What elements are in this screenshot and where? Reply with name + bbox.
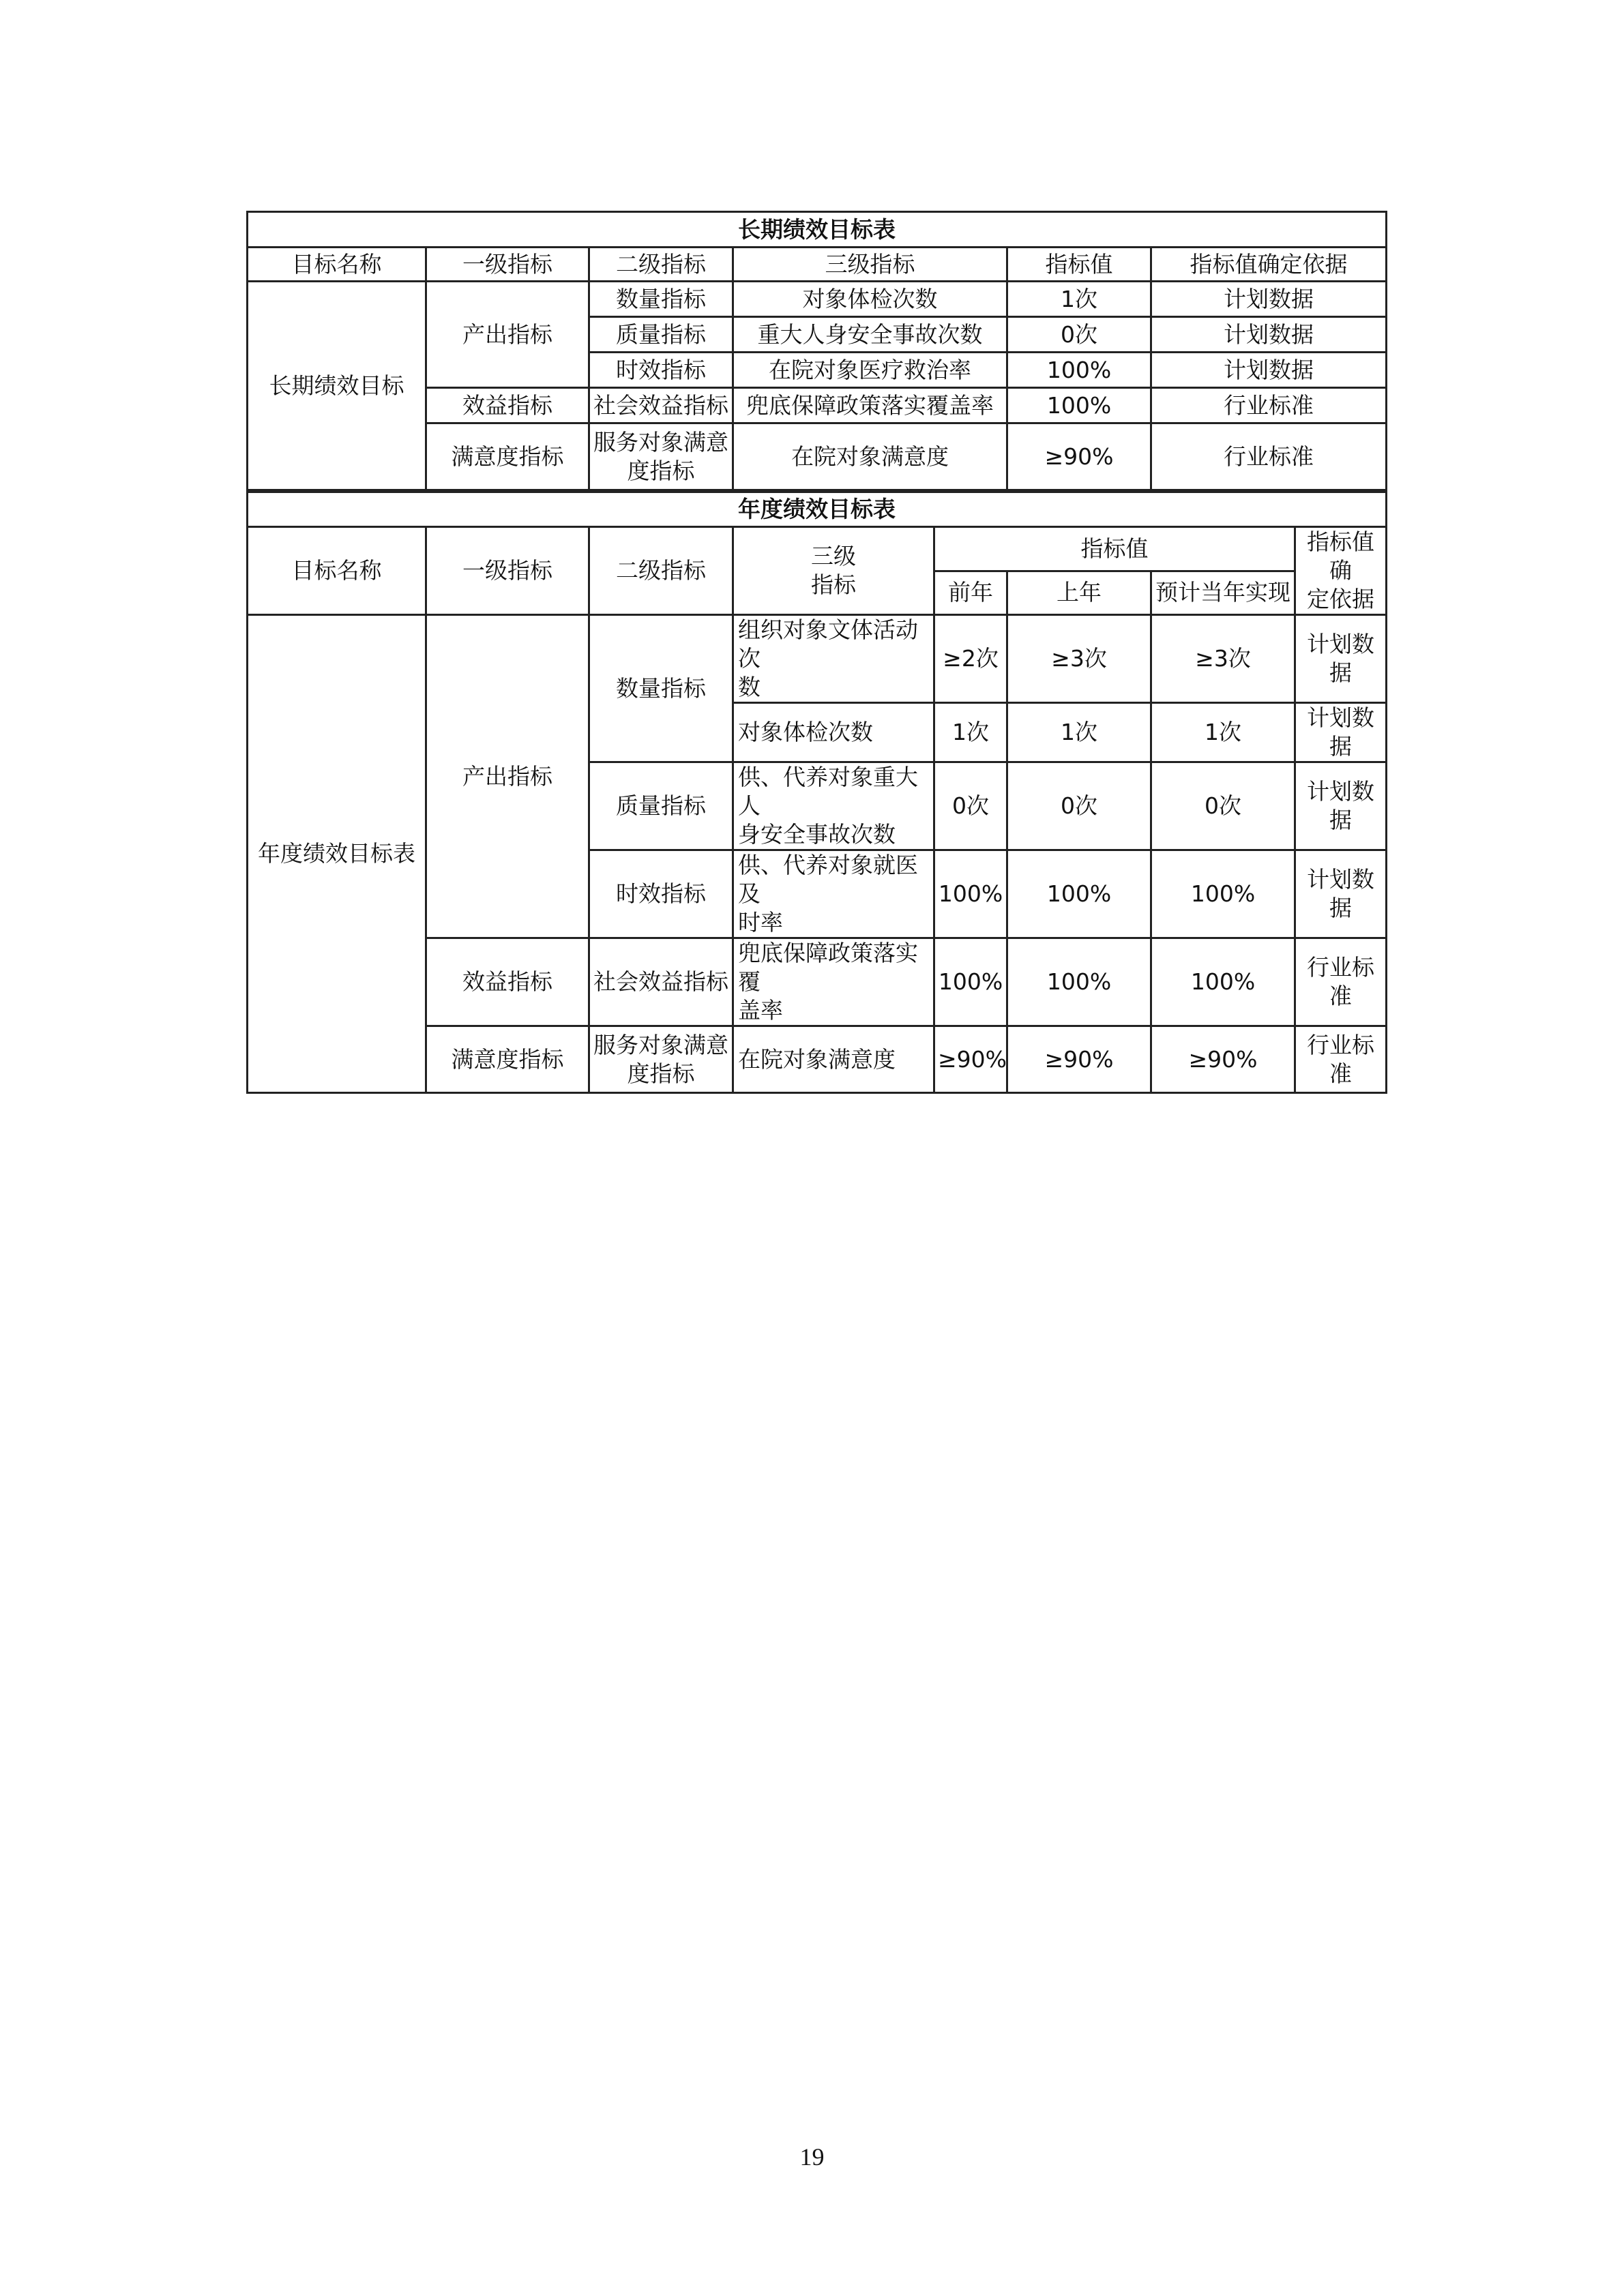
header-value: 指标值 bbox=[934, 527, 1295, 571]
page-number: 19 bbox=[799, 2143, 825, 2171]
header-level3: 三级指标 bbox=[733, 248, 1007, 282]
header-target-name: 目标名称 bbox=[248, 527, 426, 615]
level3-cell: 重大人身安全事故次数 bbox=[733, 317, 1007, 353]
basis-cell: 行业标准 bbox=[1151, 423, 1387, 490]
basis-cell: 行业标准 bbox=[1295, 938, 1387, 1026]
level3-line2: 身安全事故次数 bbox=[738, 821, 896, 848]
level3-line1: 组织对象文体活动次 bbox=[738, 616, 918, 672]
table-row bbox=[248, 615, 1387, 703]
level2-cell: 社会效益指标 bbox=[589, 388, 733, 423]
long-term-table-title: 长期绩效目标表 bbox=[248, 212, 1387, 248]
basis-cell: 计划数据 bbox=[1151, 317, 1387, 353]
header-value: 指标值 bbox=[1007, 248, 1151, 282]
header-level1: 一级指标 bbox=[426, 527, 589, 615]
last-value-cell: 0次 bbox=[1007, 762, 1151, 850]
header-level3-line1: 三级 bbox=[811, 543, 856, 569]
level1-cell: 效益指标 bbox=[426, 938, 589, 1026]
level2-line2: 度指标 bbox=[627, 1060, 695, 1087]
expected-value-cell: 1次 bbox=[1151, 703, 1295, 762]
level3-line2: 时率 bbox=[738, 909, 783, 936]
prev-value-cell: 100% bbox=[934, 938, 1007, 1026]
last-value-cell: 100% bbox=[1007, 938, 1151, 1026]
last-value-cell: 1次 bbox=[1007, 703, 1151, 762]
level3-cell: 在院对象医疗救治率 bbox=[733, 353, 1007, 388]
annual-performance-table bbox=[246, 491, 1387, 1094]
level3-cell: 在院对象满意度 bbox=[733, 1026, 934, 1093]
header-target-name: 目标名称 bbox=[248, 248, 426, 282]
table-row bbox=[248, 282, 1387, 317]
basis-cell: 行业标准 bbox=[1295, 1026, 1387, 1093]
value-cell: 1次 bbox=[1007, 282, 1151, 317]
header-level3-line2: 指标 bbox=[811, 571, 856, 598]
prev-value-cell: 1次 bbox=[934, 703, 1007, 762]
basis-cell: 计划数据 bbox=[1295, 762, 1387, 850]
header-basis-line2: 定依据 bbox=[1307, 586, 1374, 612]
level2-cell: 质量指标 bbox=[589, 317, 733, 353]
last-value-cell: ≥3次 bbox=[1007, 615, 1151, 703]
level2-cell: 时效指标 bbox=[589, 353, 733, 388]
level2-cell: 质量指标 bbox=[589, 762, 733, 850]
basis-cell: 计划数据 bbox=[1151, 353, 1387, 388]
header-last-year: 上年 bbox=[1007, 571, 1151, 615]
value-cell: 0次 bbox=[1007, 317, 1151, 353]
last-value-cell: ≥90% bbox=[1007, 1026, 1151, 1093]
header-prev-year: 前年 bbox=[934, 571, 1007, 615]
last-value-cell: 100% bbox=[1007, 850, 1151, 938]
level3-line1: 供、代养对象重大人 bbox=[738, 764, 918, 819]
value-cell: 100% bbox=[1007, 388, 1151, 423]
level1-cell: 效益指标 bbox=[426, 388, 589, 423]
level3-cell bbox=[733, 850, 934, 938]
level3-line1: 兜底保障政策落实覆 bbox=[738, 940, 918, 995]
header-expected: 预计当年实现 bbox=[1151, 571, 1295, 615]
level3-cell bbox=[733, 762, 934, 850]
prev-value-cell: 100% bbox=[934, 850, 1007, 938]
level2-cell bbox=[589, 423, 733, 490]
target-name-cell: 年度绩效目标表 bbox=[248, 615, 426, 1093]
level3-line1: 供、代养对象就医及 bbox=[738, 852, 918, 907]
header-level1: 一级指标 bbox=[426, 248, 589, 282]
prev-value-cell: 0次 bbox=[934, 762, 1007, 850]
basis-cell: 计划数据 bbox=[1295, 615, 1387, 703]
level2-line1: 服务对象满意 bbox=[593, 428, 728, 456]
basis-cell: 计划数据 bbox=[1295, 850, 1387, 938]
level2-cell: 数量指标 bbox=[589, 282, 733, 317]
basis-cell: 计划数据 bbox=[1151, 282, 1387, 317]
header-level2: 二级指标 bbox=[589, 248, 733, 282]
output-indicator-cell: 产出指标 bbox=[426, 282, 589, 388]
level3-cell: 兜底保障政策落实覆盖率 bbox=[733, 388, 1007, 423]
expected-value-cell: 0次 bbox=[1151, 762, 1295, 850]
expected-value-cell: ≥3次 bbox=[1151, 615, 1295, 703]
level3-cell: 对象体检次数 bbox=[733, 282, 1007, 317]
level3-cell: 在院对象满意度 bbox=[733, 423, 1007, 490]
header-level3 bbox=[733, 527, 934, 615]
output-indicator-cell: 产出指标 bbox=[426, 615, 589, 938]
header-basis: 指标值确定依据 bbox=[1151, 248, 1387, 282]
basis-cell: 计划数据 bbox=[1295, 703, 1387, 762]
level2-cell: 时效指标 bbox=[589, 850, 733, 938]
header-basis-line1: 指标值确 bbox=[1307, 528, 1374, 584]
level2-line1: 服务对象满意 bbox=[593, 1031, 728, 1058]
annual-table-title: 年度绩效目标表 bbox=[248, 492, 1387, 527]
prev-value-cell: ≥2次 bbox=[934, 615, 1007, 703]
expected-value-cell: 100% bbox=[1151, 938, 1295, 1026]
level1-cell: 满意度指标 bbox=[426, 423, 589, 490]
expected-value-cell: ≥90% bbox=[1151, 1026, 1295, 1093]
target-name-cell: 长期绩效目标 bbox=[248, 282, 426, 490]
level3-cell bbox=[733, 938, 934, 1026]
level3-line2: 数 bbox=[738, 674, 761, 700]
header-level2: 二级指标 bbox=[589, 527, 733, 615]
basis-cell: 行业标准 bbox=[1151, 388, 1387, 423]
quantity-indicator-cell: 数量指标 bbox=[589, 615, 733, 762]
level2-line2: 度指标 bbox=[627, 457, 695, 484]
level2-cell: 社会效益指标 bbox=[589, 938, 733, 1026]
value-cell: 100% bbox=[1007, 353, 1151, 388]
level3-cell bbox=[733, 703, 934, 762]
expected-value-cell: 100% bbox=[1151, 850, 1295, 938]
level1-cell: 满意度指标 bbox=[426, 1026, 589, 1093]
level3-line1: 对象体检次数 bbox=[738, 719, 873, 745]
prev-value-cell: ≥90% bbox=[934, 1026, 1007, 1093]
value-cell: ≥90% bbox=[1007, 423, 1151, 490]
header-basis bbox=[1295, 527, 1387, 615]
long-term-performance-table bbox=[246, 211, 1387, 491]
level3-line2: 盖率 bbox=[738, 997, 783, 1024]
level3-cell bbox=[733, 615, 934, 703]
level2-cell bbox=[589, 1026, 733, 1093]
